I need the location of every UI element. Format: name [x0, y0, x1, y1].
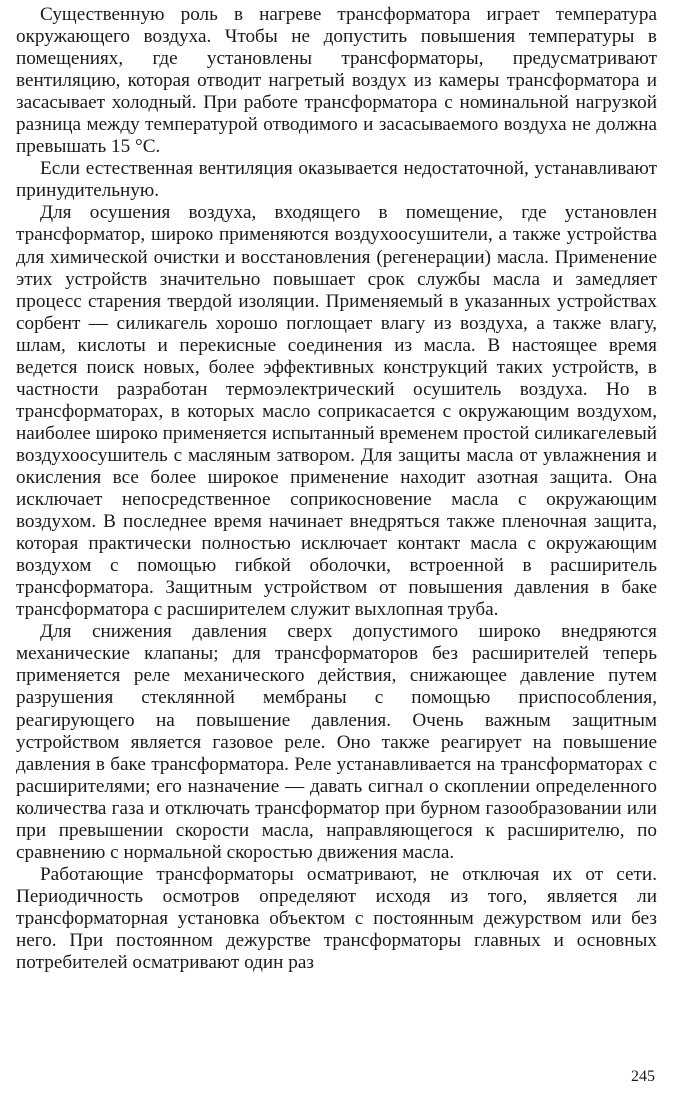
paragraph-pressure-relief: Для снижения давления сверх допустимого широко внедряются механические клапаны; для трансформаторов без расширителей теперь применяется реле механического действия, снижающее давление путем разрушения стеклянной мембраны с помощью приспособления, реагирующего на повышение давления. Очень важным защитным устройством является газовое реле. Оно также реагирует на повышение давления в баке трансформатора. Реле устанавливается на трансформаторах с расширителями; его назначение — давать сигнал о скоплении определенного количества газа и отключать трансформатор при бурном газообразовании или при превышении скорости масла, направляющегося к расширителю, по сравнению с нормальной скоростью движения масла. — [16, 621, 657, 863]
page-body — [16, 4, 657, 974]
paragraph-air-drying: Для осушения воздуха, входящего в помещение, где установлен трансформатор, широко применяются воздухоосушители, а также устройства для химической очистки и восстановления (регенерации) масла. Применение этих устройств значительно повышает срок службы масла и замедляет процесс старения твердой изоляции. Применяемый в указанных устройствах сорбент — силикагель хорошо поглощает влагу из воздуха, а также влагу, шлам, кислоты и перекисные соединения из масла. В настоящее время ведется поиск новых, более эффективных конструкций таких устройств, в частности разработан термоэлектрический осушитель воздуха. Но в трансформаторах, в которых масло соприкасается с окружающим воздухом, наиболее широко применяется испытанный временем простой силикагелевый воздухоосушитель с масляным затвором. Для защиты масла от увлажнения и окисления все более широкое применение находит азотная защита. Она исключает непосредственное соприкосновение масла с окружающим воздухом. В последнее время начинает внедряться также пленочная защита, которая практически полностью исключает контакт масла с окружающим воздухом с помощью гибкой оболочки, встроенной в расширитель трансформатора. Защитным устройством от повышения давления в баке трансформатора с расширителем служит выхлопная труба. — [16, 202, 657, 621]
page-number: 245 — [631, 1068, 655, 1085]
paragraph-ambient-temperature: Существенную роль в нагреве трансформатора играет температура окружающего воздуха. Чтобы не допустить повышения температуры в помещениях, где установлены трансформаторы, предусматривают вентиляцию, которая отводит нагретый воздух из камеры трансформатора и засасывает холодный. При работе трансформатора с номинальной нагрузкой разница между температурой отводимого и засасываемого воздуха не должна превышать 15 °С. — [16, 4, 657, 158]
paragraph-forced-ventilation: Если естественная вентиляция оказывается недостаточной, устанавливают принудительную. — [16, 158, 657, 202]
paragraph-inspection: Работающие трансформаторы осматривают, не отключая их от сети. Периодичность осмотров определяют исходя из того, является ли трансформаторная установка объектом с постоянным дежурством или без него. При постоянном дежурстве трансформаторы главных и основных потребителей осматривают один раз — [16, 863, 657, 974]
